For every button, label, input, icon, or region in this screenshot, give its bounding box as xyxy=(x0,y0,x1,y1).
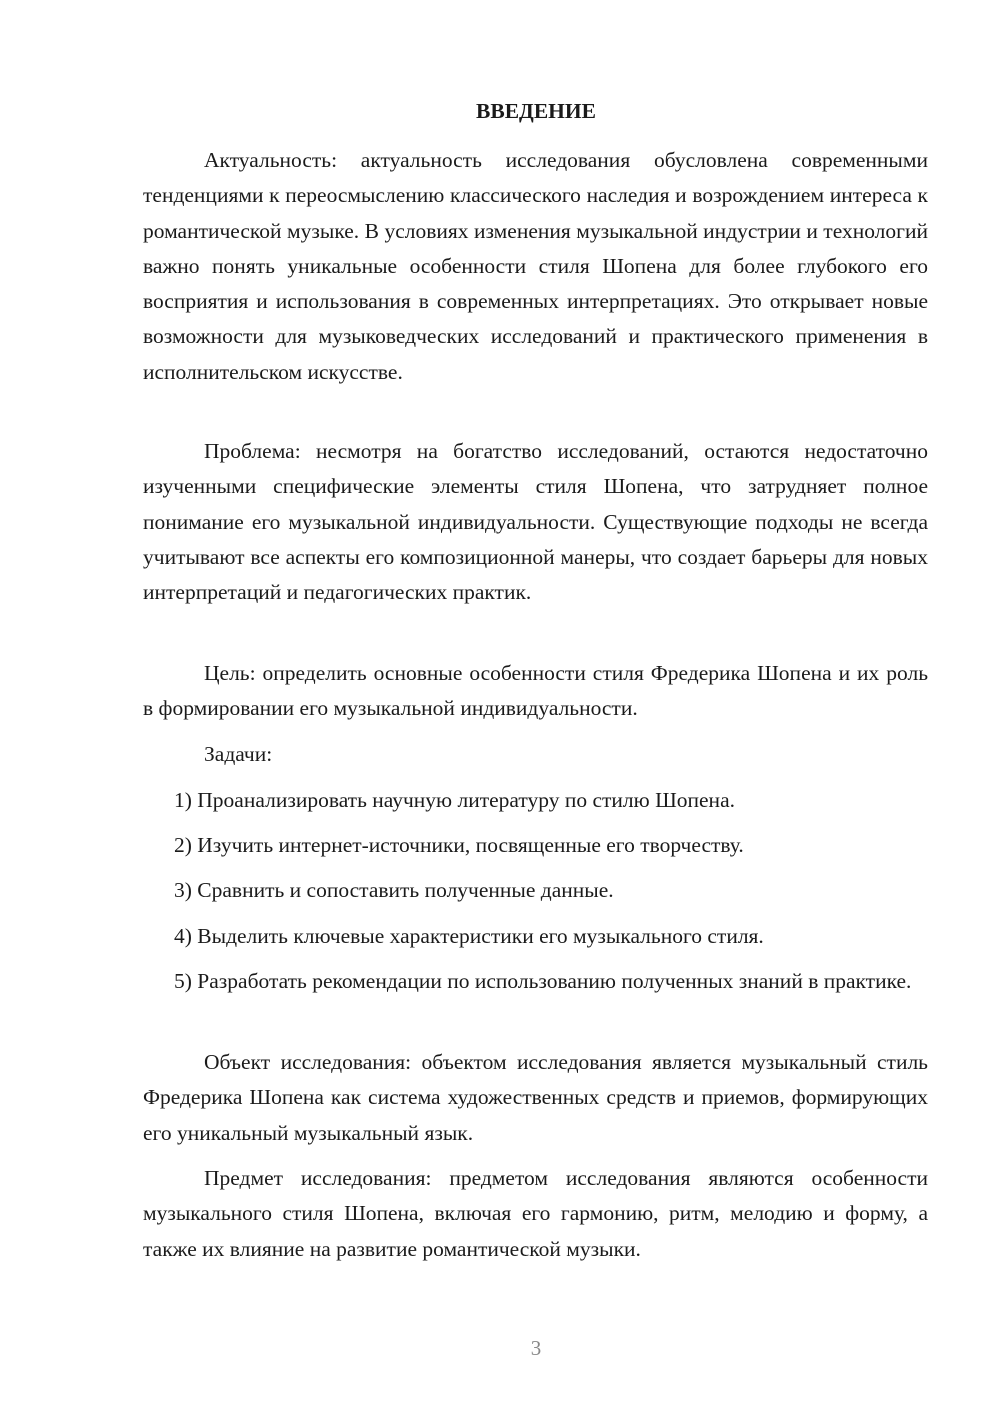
subject-paragraph: Предмет исследования: предметом исследования являются особенности музыкального стиля Шопена, включая его гармонию, ритм, мелодию и форму, а также их влияние на развитие романтической музыки. xyxy=(143,1166,928,1261)
page-title: ВВЕДЕНИЕ xyxy=(476,99,596,123)
task-item-3: 3) Сравнить и сопоставить полученные данные. xyxy=(174,878,614,902)
goal-paragraph: Цель: определить основные особенности стиля Фредерика Шопена и их роль в формировании его музыкальной индивидуальности. xyxy=(143,661,928,721)
relevance-paragraph: Актуальность: актуальность исследования обусловлена современными тенденциями к переосмыслению классического наследия и возрождением интереса к романтической музыке. В условиях изменения музыкальной индустрии и технологий важно понять уникальные особенности стиля Шопена для более глубокого его восприятия и использования в современных интерпретациях. Это открывает новые возможности для музыковедческих исследований и практического применения в исполнительском искусстве. xyxy=(143,148,928,384)
task-item-1: 1) Проанализировать научную литературу по стилю Шопена. xyxy=(174,788,735,812)
task-item-4: 4) Выделить ключевые характеристики его музыкального стиля. xyxy=(174,924,764,948)
task-item-2: 2) Изучить интернет-источники, посвященные его творчеству. xyxy=(174,833,744,857)
page-number: 3 xyxy=(530,1336,542,1360)
task-item-5: 5) Разработать рекомендации по использованию полученных знаний в практике. xyxy=(174,969,912,993)
problem-paragraph: Проблема: несмотря на богатство исследований, остаются недостаточно изученными специфические элементы стиля Шопена, что затрудняет полное понимание его музыкальной индивидуальности. Существующие подходы не всегда учитывают все аспекты его композиционной манеры, что создает барьеры для новых интерпретаций и педагогических практик. xyxy=(143,439,928,605)
object-paragraph: Объект исследования: объектом исследования является музыкальный стиль Фредерика Шопена как система художественных средств и приемов, формирующих его уникальный музыкальный язык. xyxy=(143,1050,928,1145)
tasks-heading: Задачи: xyxy=(204,742,273,766)
